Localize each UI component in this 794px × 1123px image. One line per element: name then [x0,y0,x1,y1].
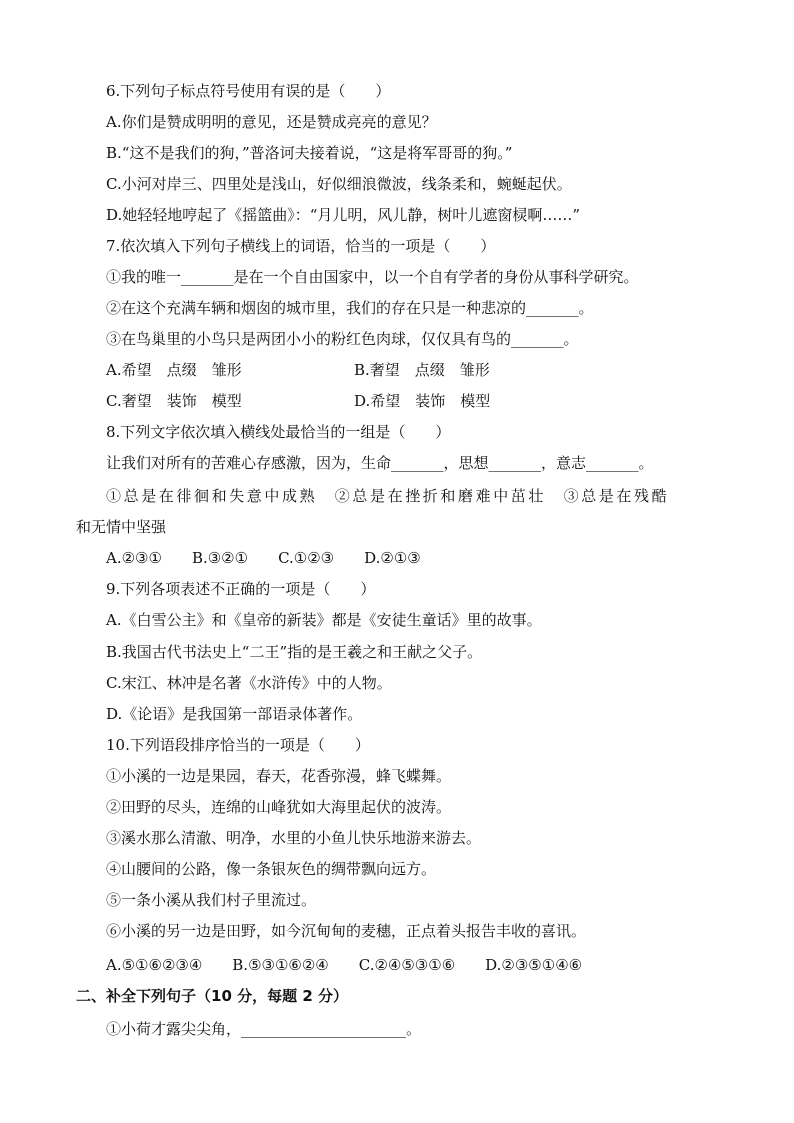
question-10-sentence-2: ②田野的尽头，连绵的山峰犹如大海里起伏的波涛。 [106,798,452,816]
question-6-option-a: A.你们是赞成明明的意见，还是赞成亮亮的意见？ [106,113,437,131]
section-2-heading: 二、补全下列句子（10 分，每题 2 分） [76,987,348,1005]
section-2-item-1: ①小荷才露尖尖角，______________________。 [106,1020,422,1038]
question-8-stem: 8.下列文字依次填入横线处最恰当的一组是（ ） [106,423,451,441]
question-8-options-line-1: ①总是在徘徊和失意中成熟 ②总是在挫折和磨难中茁壮 ③总是在残酷 [106,487,670,505]
question-9-option-d: D.《论语》是我国第一部语录体著作。 [106,705,363,723]
question-6-stem: 6.下列句子标点符号使用有误的是（ ） [106,82,391,100]
question-9-option-c: C.宋江、林冲是名著《水浒传》中的人物。 [106,674,392,692]
question-8-options-line-2: 和无情中坚强 [76,518,167,536]
question-6-option-c: C.小河对岸三、四里处是浅山，好似细浪微波，线条柔和，蜿蜒起伏。 [106,175,572,193]
question-10-sentence-1: ①小溪的一边是果园，春天，花香弥漫，蜂飞蝶舞。 [106,767,452,785]
question-6-option-d: D.她轻轻地哼起了《摇篮曲》：“月儿明，风儿静，树叶儿遮窗棂啊……” [106,206,581,224]
question-7-option-a: A.希望 点缀 雏形 [106,361,242,379]
question-10-answers: A.⑤①⑥②③④ B.⑤③①⑥②④ C.②④⑤③①⑥ D.②③⑤①④⑥ [106,956,583,974]
question-10-sentence-6: ⑥小溪的另一边是田野，如今沉甸甸的麦穗，正点着头报告丰收的喜讯。 [106,922,587,940]
question-6-option-b: B.“这不是我们的狗，”普洛诃夫接着说，“这是将军哥哥的狗。” [106,144,513,162]
question-9-option-a: A.《白雪公主》和《皇帝的新装》都是《安徒生童话》里的故事。 [106,611,542,629]
question-8-sentence: 让我们对所有的苦难心存感激，因为，生命_______，思想_______，意志_______。 [106,454,654,472]
question-7-option-b: B.奢望 点缀 雏形 [354,361,490,379]
question-10-sentence-3: ③溪水那么清澈、明净，水里的小鱼儿快乐地游来游去。 [106,829,482,847]
question-9-option-b: B.我国古代书法史上“二王”指的是王羲之和王献之父子。 [106,643,483,661]
question-7-sentence-3: ③在鸟巢里的小鸟只是两团小小的粉红色肉球，仅仅具有鸟的_______。 [106,330,579,348]
question-9-stem: 9.下列各项表述不正确的一项是（ ） [106,580,376,598]
question-7-sentence-2: ②在这个充满车辆和烟囱的城市里，我们的存在只是一种悲凉的_______。 [106,299,594,317]
question-7-stem: 7.依次填入下列句子横线上的词语，恰当的一项是（ ） [106,237,496,255]
question-7-option-c: C.奢望 装饰 模型 [106,392,242,410]
question-10-sentence-5: ⑤一条小溪从我们村子里流过。 [106,891,317,909]
question-7-sentence-1: ①我的唯一_______是在一个自由国家中，以一个自有学者的身份从事科学研究。 [106,268,639,286]
question-7-option-d: D.希望 装饰 模型 [354,392,491,410]
question-10-sentence-4: ④山腰间的公路，像一条银灰色的绸带飘向远方。 [106,860,437,878]
question-8-answers: A.②③① B.③②① C.①②③ D.②①③ [106,549,421,567]
question-10-stem: 10.下列语段排序恰当的一项是（ ） [106,736,370,754]
